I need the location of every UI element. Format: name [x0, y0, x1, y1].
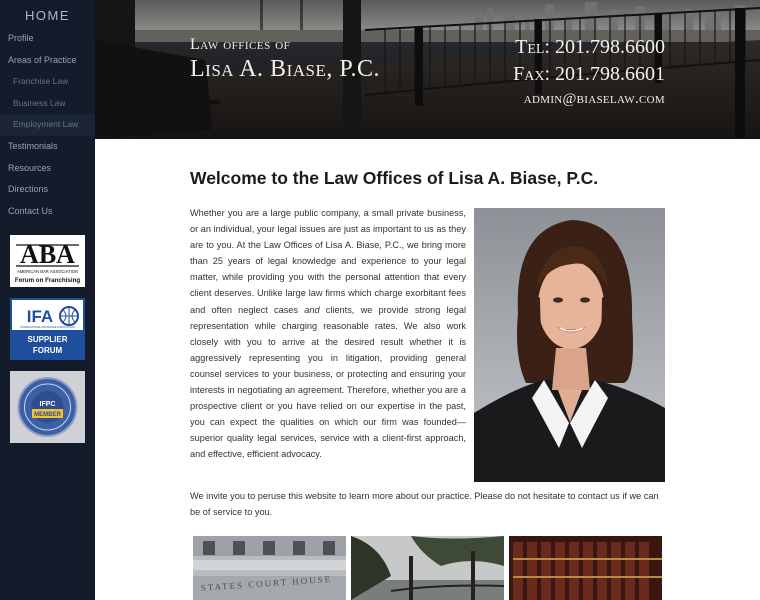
nav-areas-of-practice[interactable]: Areas of Practice [8, 54, 77, 65]
intro-text-1: Whether you are a large public company, a small private business, or an individual, your legal issues are just as important to us as they are to you. At the Law Offices of Lisa A. Biase, P.C., we bring more than 25 years of legal knowledge and experience to your legal matter, while providing you with the personal attention that every client deserves. Unlike large law firms which charge exorbitant fees and often neglect cases [190, 208, 466, 315]
page-title: Welcome to the Law Offices of Lisa A. Biase, P.C. [190, 168, 599, 188]
nav-franchise-law[interactable]: Franchise Law [13, 76, 69, 87]
nav-contact-us[interactable]: Contact Us [8, 205, 53, 216]
intro-emphasis: and [304, 304, 320, 315]
feature-thumbnails [193, 536, 663, 600]
fax: Fax: 201.798.6601 [513, 63, 665, 85]
ifa-supplier-forum-badge[interactable] [10, 298, 85, 360]
contact-block [513, 34, 665, 110]
main-content [190, 168, 665, 518]
ifa-mark: IFA [26, 307, 54, 326]
intro-paragraph [190, 205, 466, 463]
site-header [95, 0, 760, 139]
aba-line2: Forum on Franchising [14, 277, 81, 284]
nav-profile[interactable]: Profile [8, 33, 34, 43]
nav-resources[interactable]: Resources [8, 162, 52, 173]
nav-testimonials[interactable]: Testimonials [8, 140, 58, 151]
firm-name-line1: Law offices of [190, 36, 291, 53]
waterfront-thumbnail[interactable] [351, 536, 504, 600]
telephone[interactable]: Tel: 201.798.6600 [515, 36, 665, 58]
firm-name-line2: Lisa A. Biase, P.C. [190, 56, 381, 82]
sidebar [0, 0, 95, 600]
email-link[interactable]: admin@biaselaw.com [523, 91, 665, 107]
law-books-thumbnail[interactable] [509, 536, 662, 600]
ifpc-line1: MEMBER [34, 412, 61, 418]
ifa-line2: SUPPLIER [27, 335, 68, 344]
invite-paragraph: We invite you to peruse this website to learn more about our practice. Please do not hesitate to contact us if we can be of service to you. [190, 491, 659, 518]
ifa-line1: INTERNATIONAL FRANCHISE ASSOCIATION [20, 326, 75, 329]
aba-line1: AMERICAN BAR ASSOCIATION [16, 269, 79, 274]
intro-text-2: clients, we provide strong legal representation while charging reasonable rates. We also work closely with you to arrive at the desired result whether it is aggressively representing you in litigation, providing general counsel services to your business, or protecting and ensuring your interests in negotiating an agreement. Therefore, whether you are a prospective client or you have relied on our expertise in the past, you can expect the qualities on which our firm was founded—superior quality legal services, service with a client-first approach, and effective, efficient advocacy. [190, 304, 466, 460]
ifpc-member-badge[interactable] [10, 371, 85, 443]
nav-business-law[interactable]: Business Law [13, 97, 66, 108]
attorney-portrait [474, 208, 665, 482]
firm-name [190, 36, 380, 83]
ifa-line3: FORUM [32, 346, 63, 355]
aba-mark: ABA [20, 240, 75, 269]
courthouse-inscription: STATES COURT HOUSE [200, 573, 333, 593]
nav-home[interactable]: HOME [25, 8, 70, 23]
affiliation-badges [10, 235, 85, 454]
courthouse-thumbnail[interactable] [193, 536, 346, 600]
nav-directions[interactable]: Directions [8, 184, 49, 195]
nav-employment-law[interactable]: Employment Law [0, 114, 95, 136]
aba-forum-badge[interactable] [10, 235, 85, 287]
ifpc-mark: IFPC [39, 401, 56, 408]
